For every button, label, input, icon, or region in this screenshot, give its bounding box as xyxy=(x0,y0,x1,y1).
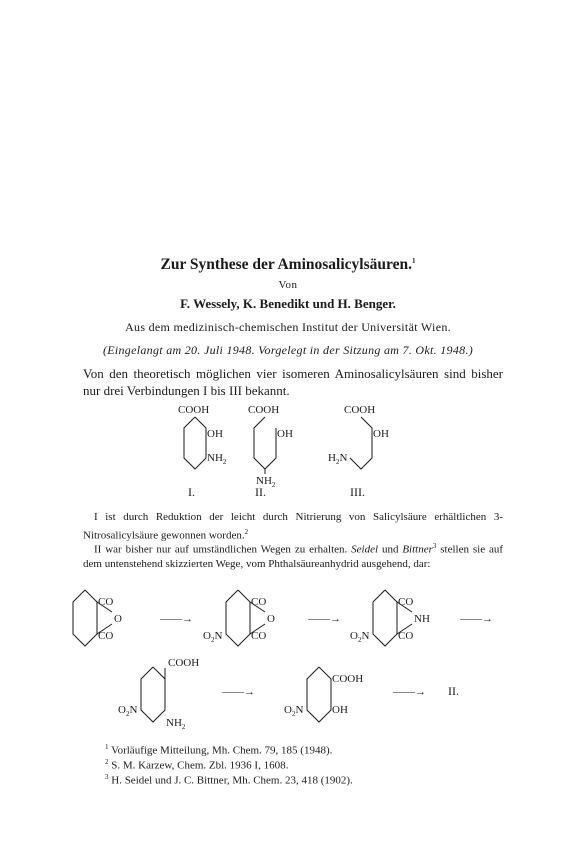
svg-text:NH2: $NH_2$ xyxy=(256,475,276,489)
label-II: II. xyxy=(255,485,266,499)
paper-title: Zur Synthese der Aminosalicylsäuren.$^1$ xyxy=(160,256,416,273)
svg-text:O: O xyxy=(114,613,122,625)
svg-text:H2N: $H_2N$ xyxy=(328,452,348,466)
svg-text:O2N: $O_2N$ xyxy=(118,704,138,718)
ring-2 xyxy=(254,417,276,469)
svg-text:O2N: $O_2N$ xyxy=(203,630,223,644)
byline-von: Von xyxy=(278,279,298,291)
svg-text:CO: CO xyxy=(398,630,414,642)
svg-text:NH: NH xyxy=(414,613,430,625)
oh-3: OH xyxy=(373,428,389,440)
svg-text:OH: OH xyxy=(332,704,348,716)
svg-text:CO: CO xyxy=(98,630,114,642)
svg-text:CO: CO xyxy=(251,630,267,642)
cooh-3: COOH xyxy=(344,404,376,416)
svg-text:CO: CO xyxy=(398,596,414,608)
svg-text:O2N: $O_2N$ xyxy=(284,704,304,718)
footnote-3: $^3$ H. Seidel und J. C. Bittner, Mh. Chem. 23, 418 (1902). xyxy=(105,773,353,787)
cooh-2: COOH xyxy=(248,404,280,416)
footnote-1: $^1$ Vorläufige Mitteilung, Mh. Chem. 79, 185 (1948). xyxy=(105,743,333,757)
submission-dates: (Eingelangt am 20. Juli 1948. Vorgelegt in der Sitzung am 7. Okt. 1948.) xyxy=(102,343,474,357)
paragraph-2: II war bisher nur auf umständlichen Wegen zu erhalten. Seidel und Bittner$^3$ stellen sie auf dem untenstehend skizzierten Wege, vom Phthalsäureanhydrid ausgehend, dar: xyxy=(83,542,504,571)
arrow-3: ——→ xyxy=(460,613,493,625)
svg-text:CO: CO xyxy=(98,596,114,608)
final-product-label: II. xyxy=(448,684,459,698)
arrow-5: ——→ xyxy=(393,686,426,698)
arrow-1: ——→ xyxy=(160,613,193,625)
intro-paragraph: Von den theoretisch möglichen vier isomeren Aminosalicylsäuren sind bisher nur drei Verbindungen I bis III bekannt. xyxy=(83,366,503,398)
paragraph-1: I ist durch Reduktion der leicht durch Nitrierung von Salicylsäure erhältlichen 3-Nitrosalicylsäure gewonnen worden.$^2$ xyxy=(83,511,503,542)
svg-text:COOH: COOH xyxy=(168,657,200,669)
cooh-1: COOH xyxy=(178,404,210,416)
svg-text:NH2: $NH_2$ xyxy=(166,717,186,731)
ring-7 xyxy=(141,667,165,722)
nh-2: NH xyxy=(256,475,272,487)
ring-1 xyxy=(184,417,206,469)
svg-text:O: O xyxy=(267,613,275,625)
ring-6 xyxy=(373,590,397,646)
nh-1: NH xyxy=(207,452,223,464)
ring-3 xyxy=(350,417,372,469)
svg-text:O2N: $O_2N$ xyxy=(350,630,370,644)
svg-text:CO: CO xyxy=(251,596,267,608)
svg-text:NH2: $NH_2$ xyxy=(207,452,227,466)
footnote-2: $^2$ S. M. Karzew, Chem. Zbl. 1936 I, 1608. xyxy=(105,758,289,772)
label-III: III. xyxy=(350,485,365,499)
ring-5 xyxy=(226,590,250,646)
label-I: I. xyxy=(188,485,195,499)
arrow-4: ——→ xyxy=(222,686,255,698)
arrow-2: ——→ xyxy=(308,613,341,625)
ring-8 xyxy=(307,667,331,722)
ring-4 xyxy=(73,590,97,646)
affiliation: Aus dem medizinisch-chemischen Institut der Universität Wien. xyxy=(125,320,451,334)
oh-1: OH xyxy=(207,428,223,440)
oh-2: OH xyxy=(277,428,293,440)
authors: F. Wessely, K. Benedikt und H. Benger. xyxy=(180,296,396,311)
svg-text:COOH: COOH xyxy=(332,673,364,685)
